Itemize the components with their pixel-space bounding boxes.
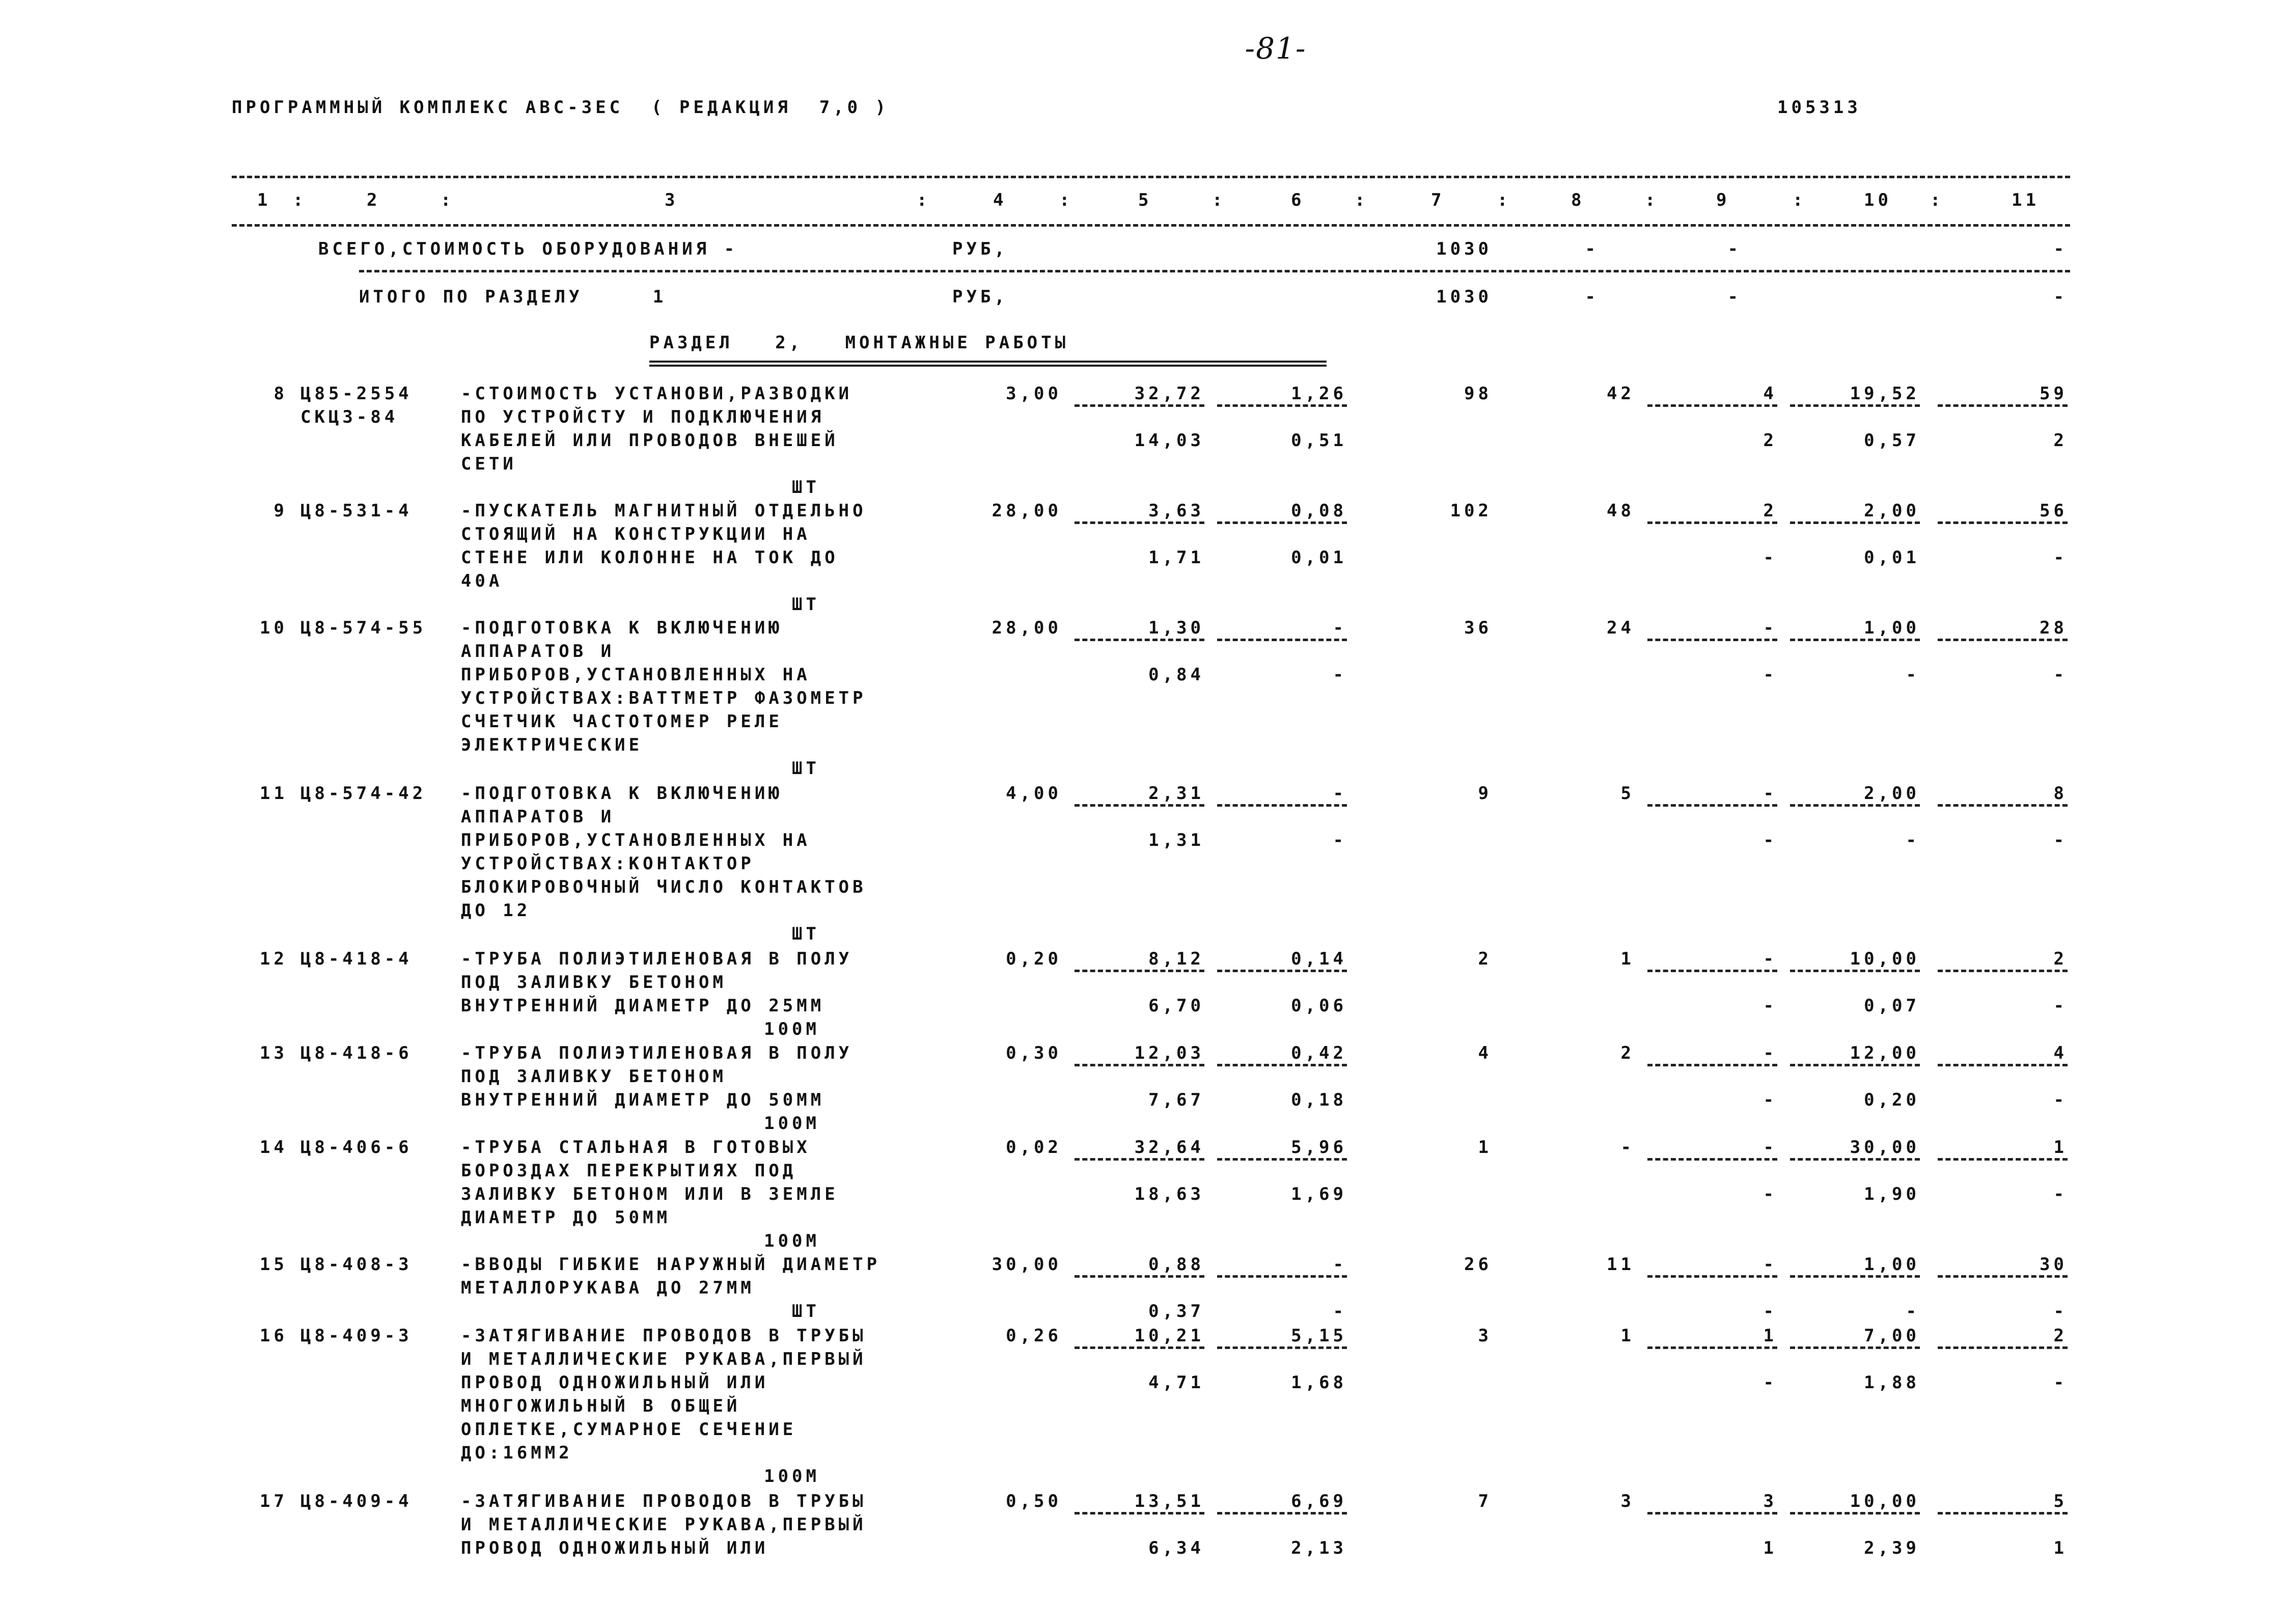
row-11-c8: 5 — [1620, 783, 1635, 804]
row-9-rule-c9 — [1647, 521, 1777, 524]
row-15-c5: 0,88 — [1148, 1254, 1204, 1275]
row-13-code: Ц8-418-6 — [300, 1043, 412, 1063]
row-11-desc-line: ПРИБОРОВ,УСТАНОВЛЕННЫХ НА — [461, 830, 811, 850]
row-14-unit: 100М — [764, 1231, 820, 1251]
row-8-rule-c9 — [1647, 404, 1777, 407]
row-14-rule-c9 — [1647, 1158, 1777, 1161]
row-11-c6-second: - — [1333, 830, 1347, 850]
row-14-c5-second: 18,63 — [1134, 1184, 1204, 1204]
row-17-rule-c10 — [1790, 1512, 1920, 1515]
row-13-c11-second: - — [2053, 1090, 2068, 1110]
row-14-desc-line: БОРОЗДАХ ПЕРЕКРЫТИЯХ ПОД — [461, 1161, 797, 1181]
row-9-c10: 2,00 — [1864, 501, 1920, 521]
header-rule-top — [232, 176, 2070, 178]
row-17-code: Ц8-409-4 — [300, 1491, 412, 1511]
column-header-9: : — [1212, 190, 1226, 210]
row-8-code-extra: СКЦЗ-84 — [300, 407, 399, 427]
row-16-rule-c11 — [1938, 1346, 2068, 1349]
row-15-code: Ц8-408-3 — [300, 1254, 412, 1275]
row-13-rule-c10 — [1790, 1064, 1920, 1066]
row-13-c6: 0,42 — [1291, 1043, 1347, 1063]
equipment-total-unit: РУБ, — [952, 239, 1008, 259]
row-9-rule-c5 — [1075, 521, 1204, 524]
row-15-rule-c9 — [1647, 1275, 1777, 1278]
row-8-c11: 59 — [2040, 383, 2068, 404]
section-total-c7: 1030 — [1436, 287, 1492, 307]
column-header-1: : — [293, 190, 307, 210]
row-12-c10-second: 0,07 — [1864, 996, 1920, 1016]
row-13-c8: 2 — [1620, 1043, 1635, 1063]
row-11-desc-line: БЛОКИРОВОЧНЫЙ ЧИСЛО КОНТАКТОВ — [461, 877, 867, 897]
row-8-c10: 19,52 — [1850, 383, 1920, 404]
equipment-total-c9: - — [1727, 239, 1742, 259]
row-15-rule-c6 — [1217, 1275, 1347, 1278]
row-14-desc-line: -ТРУБА СТАЛЬНАЯ В ГОТОВЫХ — [461, 1137, 811, 1158]
row-8-c6-second: 0,51 — [1291, 430, 1347, 451]
row-8-c9-second: 2 — [1763, 430, 1777, 451]
row-10-c9-second: - — [1763, 665, 1777, 685]
row-16-rule-c5 — [1075, 1346, 1204, 1349]
row-8-desc-line: СЕТИ — [461, 454, 517, 474]
equipment-total-c11: - — [2053, 239, 2068, 259]
row-8-c5-second: 14,03 — [1134, 430, 1204, 451]
row-11-desc-line: АППАРАТОВ И — [461, 807, 615, 827]
row-17-rule-c5 — [1075, 1512, 1204, 1515]
row-12-rule-c6 — [1217, 970, 1347, 972]
row-17-c5-second: 6,34 — [1148, 1538, 1204, 1558]
row-13-rule-c9 — [1647, 1064, 1777, 1066]
row-14-rule-c11 — [1938, 1158, 2068, 1161]
row-11-desc-line: УСТРОЙСТВАХ:КОНТАКТОР — [461, 854, 755, 874]
row-16-qty: 0,26 — [1006, 1326, 1062, 1346]
row-12-rule-c9 — [1647, 970, 1777, 972]
row-16-c6: 5,15 — [1291, 1326, 1347, 1346]
row-12-c5: 8,12 — [1148, 949, 1204, 969]
row-8-c10-second: 0,57 — [1864, 430, 1920, 451]
row-14-c11-second: - — [2053, 1184, 2068, 1204]
row-9-c5-second: 1,71 — [1148, 547, 1204, 568]
row-15-c6: - — [1333, 1254, 1347, 1275]
row-17-c11-second: 1 — [2053, 1538, 2068, 1558]
row-9-rule-c6 — [1217, 521, 1347, 524]
row-10-desc-line: ПРИБОРОВ,УСТАНОВЛЕННЫХ НА — [461, 665, 811, 685]
row-14-qty: 0,02 — [1006, 1137, 1062, 1158]
row-12-code: Ц8-418-4 — [300, 949, 412, 969]
row-17-c9-second: 1 — [1763, 1538, 1777, 1558]
row-16-rule-c10 — [1790, 1346, 1920, 1349]
row-10-unit: ШТ — [792, 758, 820, 779]
row-11-qty: 4,00 — [1006, 783, 1062, 804]
row-9-c11-second: - — [2053, 547, 2068, 568]
row-14-rule-c5 — [1075, 1158, 1204, 1161]
row-16-desc-line: ДО:16ММ2 — [461, 1443, 573, 1463]
equipment-total-label: ВСЕГО,СТОИМОСТЬ ОБОРУДОВАНИЯ - — [318, 239, 738, 259]
column-header-17: : — [1793, 190, 1807, 210]
row-14-rule-c6 — [1217, 1158, 1347, 1161]
row-15-unit: ШТ — [792, 1301, 820, 1322]
row-8-unit: ШТ — [792, 477, 820, 498]
row-16-desc-line: -ЗАТЯГИВАНИЕ ПРОВОДОВ В ТРУБЫ — [461, 1326, 867, 1346]
row-10-c11-second: - — [2053, 665, 2068, 685]
row-14-c10-second: 1,90 — [1864, 1184, 1920, 1204]
row-14-c11: 1 — [2053, 1137, 2068, 1158]
row-16-number: 16 — [260, 1326, 288, 1346]
document-code: 105313 — [1777, 97, 1861, 118]
row-8-rule-c10 — [1790, 404, 1920, 407]
row-12-desc-line: ПОД ЗАЛИВКУ БЕТОНОМ — [461, 972, 727, 993]
column-header-5: : — [917, 190, 931, 210]
row-17-c8: 3 — [1620, 1491, 1635, 1511]
row-11-c7: 9 — [1478, 783, 1492, 804]
row-9-c10-second: 0,01 — [1864, 547, 1920, 568]
row-16-c11-second: - — [2053, 1372, 2068, 1393]
row-17-desc-line: И МЕТАЛЛИЧЕСКИЕ РУКАВА,ПЕРВЫЙ — [461, 1515, 867, 1535]
row-14-desc-line: ДИАМЕТР ДО 50ММ — [461, 1207, 671, 1228]
row-12-unit: 100М — [764, 1019, 820, 1039]
row-8-number: 8 — [273, 383, 288, 404]
row-9-qty: 28,00 — [992, 501, 1062, 521]
row-13-c5: 12,03 — [1134, 1043, 1204, 1063]
row-10-desc-line: СЧЕТЧИК ЧАСТОТОМЕР РЕЛЕ — [461, 711, 783, 732]
row-13-rule-c5 — [1075, 1064, 1204, 1066]
row-12-desc-line: -ТРУБА ПОЛИЭТИЛЕНОВАЯ В ПОЛУ — [461, 949, 853, 969]
row-10-c6: - — [1333, 618, 1347, 638]
row-10-rule-c6 — [1217, 639, 1347, 641]
row-17-number: 17 — [260, 1491, 288, 1511]
header-rule-bottom — [232, 224, 2070, 227]
row-15-c11-second: - — [2053, 1301, 2068, 1322]
row-15-c5-second: 0,37 — [1148, 1301, 1204, 1322]
row-10-c5: 1,30 — [1148, 618, 1204, 638]
column-header-14: 8 — [1571, 190, 1585, 210]
row-16-c6-second: 1,68 — [1291, 1372, 1347, 1393]
row-13-qty: 0,30 — [1006, 1043, 1062, 1063]
row-12-c9: - — [1763, 949, 1777, 969]
row-17-c6: 6,69 — [1291, 1491, 1347, 1511]
row-12-c5-second: 6,70 — [1148, 996, 1204, 1016]
row-15-c9: - — [1763, 1254, 1777, 1275]
row-10-c11: 28 — [2040, 618, 2068, 638]
row-14-c8: - — [1620, 1137, 1635, 1158]
row-17-c10: 10,00 — [1850, 1491, 1920, 1511]
row-10-c5-second: 0,84 — [1148, 665, 1204, 685]
row-14-c10: 30,00 — [1850, 1137, 1920, 1158]
row-17-c9: 3 — [1763, 1491, 1777, 1511]
row-8-desc-line: ПО УСТРОЙСТУ И ПОДКЛЮЧЕНИЯ — [461, 407, 825, 427]
row-15-c6-second: - — [1333, 1301, 1347, 1322]
row-15-rule-c10 — [1790, 1275, 1920, 1278]
row-9-desc-line: СТЕНЕ ИЛИ КОЛОННЕ НА ТОК ДО — [461, 547, 839, 568]
column-header-20: 11 — [2012, 190, 2040, 210]
row-11-number: 11 — [260, 783, 288, 804]
row-11-c6: - — [1333, 783, 1347, 804]
row-12-qty: 0,20 — [1006, 949, 1062, 969]
row-17-rule-c6 — [1217, 1512, 1347, 1515]
row-8-rule-c11 — [1938, 404, 2068, 407]
row-9-c7: 102 — [1450, 501, 1492, 521]
row-9-code: Ц8-531-4 — [300, 501, 412, 521]
row-15-c7: 26 — [1464, 1254, 1492, 1275]
row-10-desc-line: -ПОДГОТОВКА К ВКЛЮЧЕНИЮ — [461, 618, 783, 638]
row-16-rule-c9 — [1647, 1346, 1777, 1349]
row-10-c10-second: - — [1906, 665, 1920, 685]
row-8-code: Ц85-2554 — [300, 383, 412, 404]
section-total-unit: РУБ, — [952, 287, 1008, 307]
row-13-c7: 4 — [1478, 1043, 1492, 1063]
row-10-c9: - — [1763, 618, 1777, 638]
row-10-rule-c9 — [1647, 639, 1777, 641]
row-17-c10-second: 2,39 — [1864, 1538, 1920, 1558]
row-8-rule-c6 — [1217, 404, 1347, 407]
row-10-rule-c11 — [1938, 639, 2068, 641]
column-header-7: : — [1059, 190, 1073, 210]
row-15-c8: 11 — [1607, 1254, 1635, 1275]
row-14-c6: 5,96 — [1291, 1137, 1347, 1158]
section-total-c11: - — [2053, 287, 2068, 307]
row-17-c6-second: 2,13 — [1291, 1538, 1347, 1558]
row-17-rule-c9 — [1647, 1512, 1777, 1515]
row-14-rule-c10 — [1790, 1158, 1920, 1161]
row-15-c9-second: - — [1763, 1301, 1777, 1322]
row-9-c5: 3,63 — [1148, 501, 1204, 521]
row-9-c9-second: - — [1763, 547, 1777, 568]
row-8-c8: 42 — [1607, 383, 1635, 404]
row-11-c10-second: - — [1906, 830, 1920, 850]
column-header-11: : — [1355, 190, 1369, 210]
row-12-c6-second: 0,06 — [1291, 996, 1347, 1016]
row-11-code: Ц8-574-42 — [300, 783, 427, 804]
row-16-c5: 10,21 — [1134, 1326, 1204, 1346]
row-9-desc-line: СТОЯЩИЙ НА КОНСТРУКЦИИ НА — [461, 524, 811, 544]
row-11-c5: 2,31 — [1148, 783, 1204, 804]
row-14-desc-line: ЗАЛИВКУ БЕТОНОМ ИЛИ В ЗЕМЛЕ — [461, 1184, 839, 1204]
row-17-c11: 5 — [2053, 1491, 2068, 1511]
row-15-qty: 30,00 — [992, 1254, 1062, 1275]
row-11-unit: ШТ — [792, 924, 820, 944]
row-12-desc-line: ВНУТРЕННИЙ ДИАМЕТР ДО 25ММ — [461, 996, 825, 1016]
row-14-c5: 32,64 — [1134, 1137, 1204, 1158]
row-9-number: 9 — [273, 501, 288, 521]
row-10-c10: 1,00 — [1864, 618, 1920, 638]
row-9-rule-c11 — [1938, 521, 2068, 524]
row-17-rule-c11 — [1938, 1512, 2068, 1515]
row-12-c7: 2 — [1478, 949, 1492, 969]
row-12-c8: 1 — [1620, 949, 1635, 969]
column-header-16: 9 — [1716, 190, 1730, 210]
row-16-c11: 2 — [2053, 1326, 2068, 1346]
row-10-c6-second: - — [1333, 665, 1347, 685]
row-15-number: 15 — [260, 1254, 288, 1275]
row-11-c9-second: - — [1763, 830, 1777, 850]
row-8-c5: 32,72 — [1134, 383, 1204, 404]
row-16-desc-line: МНОГОЖИЛЬНЫЙ В ОБЩЕЙ — [461, 1396, 741, 1416]
equipment-total-rule — [359, 270, 2070, 272]
row-13-rule-c6 — [1217, 1064, 1347, 1066]
column-header-4: 3 — [665, 190, 679, 210]
row-13-c9-second: - — [1763, 1090, 1777, 1110]
row-14-c9-second: - — [1763, 1184, 1777, 1204]
row-9-c9: 2 — [1763, 501, 1777, 521]
row-13-c5-second: 7,67 — [1148, 1090, 1204, 1110]
row-8-rule-c5 — [1075, 404, 1204, 407]
row-16-unit: 100М — [764, 1466, 820, 1487]
row-16-rule-c6 — [1217, 1346, 1347, 1349]
row-13-c6-second: 0,18 — [1291, 1090, 1347, 1110]
row-9-c6: 0,08 — [1291, 501, 1347, 521]
row-14-c7: 1 — [1478, 1137, 1492, 1158]
row-8-c7: 98 — [1464, 383, 1492, 404]
row-13-unit: 100М — [764, 1113, 820, 1134]
row-10-rule-c5 — [1075, 639, 1204, 641]
row-9-c11: 56 — [2040, 501, 2068, 521]
column-header-18: 10 — [1864, 190, 1892, 210]
row-10-desc-line: УСТРОЙСТВАХ:ВАТТМЕТР ФАЗОМЕТР — [461, 688, 867, 708]
row-8-c6: 1,26 — [1291, 383, 1347, 404]
row-11-c9: - — [1763, 783, 1777, 804]
row-11-rule-c5 — [1075, 804, 1204, 807]
row-12-c10: 10,00 — [1850, 949, 1920, 969]
equipment-total-c8: - — [1585, 239, 1599, 259]
row-10-c8: 24 — [1607, 618, 1635, 638]
row-16-desc-line: ПРОВОД ОДНОЖИЛЬНЫЙ ИЛИ — [461, 1372, 769, 1393]
row-9-c6-second: 0,01 — [1291, 547, 1347, 568]
row-8-c11-second: 2 — [2053, 430, 2068, 451]
row-12-rule-c11 — [1938, 970, 2068, 972]
row-13-desc-line: -ТРУБА ПОЛИЭТИЛЕНОВАЯ В ПОЛУ — [461, 1043, 853, 1063]
column-header-8: 5 — [1138, 190, 1152, 210]
row-16-c8: 1 — [1620, 1326, 1635, 1346]
row-17-desc-line: -ЗАТЯГИВАНИЕ ПРОВОДОВ В ТРУБЫ — [461, 1491, 867, 1511]
row-16-c10-second: 1,88 — [1864, 1372, 1920, 1393]
row-17-qty: 0,50 — [1006, 1491, 1062, 1511]
row-10-qty: 28,00 — [992, 618, 1062, 638]
row-13-desc-line: ПОД ЗАЛИВКУ БЕТОНОМ — [461, 1066, 727, 1087]
row-13-c11: 4 — [2053, 1043, 2068, 1063]
row-11-c11: 8 — [2053, 783, 2068, 804]
row-9-unit: ШТ — [792, 594, 820, 615]
row-16-desc-line: ОПЛЕТКЕ,СУМАРНОЕ СЕЧЕНИЕ — [461, 1419, 797, 1440]
equipment-total-c7: 1030 — [1436, 239, 1492, 259]
row-11-rule-c6 — [1217, 804, 1347, 807]
row-14-c6-second: 1,69 — [1291, 1184, 1347, 1204]
row-9-rule-c10 — [1790, 521, 1920, 524]
column-header-13: : — [1497, 190, 1511, 210]
row-11-rule-c10 — [1790, 804, 1920, 807]
row-11-desc-line: ДО 12 — [461, 900, 531, 921]
column-header-15: : — [1645, 190, 1659, 210]
row-14-c9: - — [1763, 1137, 1777, 1158]
row-9-c8: 48 — [1607, 501, 1635, 521]
row-12-c9-second: - — [1763, 996, 1777, 1016]
row-16-c9-second: - — [1763, 1372, 1777, 1393]
row-11-rule-c11 — [1938, 804, 2068, 807]
section-title-underline — [649, 361, 1327, 367]
row-12-number: 12 — [260, 949, 288, 969]
row-15-c10: 1,00 — [1864, 1254, 1920, 1275]
page-number: -81- — [1245, 31, 1307, 66]
row-15-desc-line: -ВВОДЫ ГИБКИЕ НАРУЖНЫЙ ДИАМЕТР — [461, 1254, 881, 1275]
column-header-19: : — [1930, 190, 1944, 210]
row-16-c5-second: 4,71 — [1148, 1372, 1204, 1393]
section-total-c9: - — [1727, 287, 1742, 307]
column-header-2: 2 — [367, 190, 381, 210]
column-header-10: 6 — [1291, 190, 1305, 210]
column-header-0: 1 — [257, 190, 271, 210]
row-11-c11-second: - — [2053, 830, 2068, 850]
row-8-qty: 3,00 — [1006, 383, 1062, 404]
row-13-number: 13 — [260, 1043, 288, 1063]
row-12-rule-c10 — [1790, 970, 1920, 972]
row-11-c5-second: 1,31 — [1148, 830, 1204, 850]
row-12-c6: 0,14 — [1291, 949, 1347, 969]
row-13-c10-second: 0,20 — [1864, 1090, 1920, 1110]
section-title: РАЗДЕЛ 2, МОНТАЖНЫЕ РАБОТЫ — [649, 333, 1069, 353]
column-header-3: : — [441, 190, 455, 210]
row-14-code: Ц8-406-6 — [300, 1137, 412, 1158]
row-17-desc-line: ПРОВОД ОДНОЖИЛЬНЫЙ ИЛИ — [461, 1538, 769, 1558]
row-15-c10-second: - — [1906, 1301, 1920, 1322]
row-8-desc-line: КАБЕЛЕЙ ИЛИ ПРОВОДОВ ВНЕШЕЙ — [461, 430, 839, 451]
row-13-c10: 12,00 — [1850, 1043, 1920, 1063]
row-12-rule-c5 — [1075, 970, 1204, 972]
row-9-desc-line: -ПУСКАТЕЛЬ МАГНИТНЫЙ ОТДЕЛЬНО — [461, 501, 867, 521]
row-15-rule-c11 — [1938, 1275, 2068, 1278]
program-header: ПРОГРАММНЫЙ КОМПЛЕКС АВС-3ЕС ( РЕДАКЦИЯ 7,0 ) — [232, 97, 890, 118]
row-8-c9: 4 — [1763, 383, 1777, 404]
row-12-c11-second: - — [2053, 996, 2068, 1016]
row-11-rule-c9 — [1647, 804, 1777, 807]
row-10-number: 10 — [260, 618, 288, 638]
row-17-c7: 7 — [1478, 1491, 1492, 1511]
row-16-c10: 7,00 — [1864, 1326, 1920, 1346]
row-16-c7: 3 — [1478, 1326, 1492, 1346]
row-15-c11: 30 — [2040, 1254, 2068, 1275]
column-header-6: 4 — [993, 190, 1007, 210]
row-12-c11: 2 — [2053, 949, 2068, 969]
row-13-c9: - — [1763, 1043, 1777, 1063]
row-15-rule-c5 — [1075, 1275, 1204, 1278]
row-10-c7: 36 — [1464, 618, 1492, 638]
section-total-c8: - — [1585, 287, 1599, 307]
section-total-label: ИТОГО ПО РАЗДЕЛУ 1 — [359, 287, 667, 307]
row-17-c5: 13,51 — [1134, 1491, 1204, 1511]
row-10-code: Ц8-574-55 — [300, 618, 427, 638]
row-9-desc-line: 40А — [461, 571, 503, 591]
row-13-desc-line: ВНУТРЕННИЙ ДИАМЕТР ДО 50ММ — [461, 1090, 825, 1110]
row-14-number: 14 — [260, 1137, 288, 1158]
row-13-rule-c11 — [1938, 1064, 2068, 1066]
row-16-desc-line: И МЕТАЛЛИЧЕСКИЕ РУКАВА,ПЕРВЫЙ — [461, 1349, 867, 1369]
row-10-desc-line: АППАРАТОВ И — [461, 641, 615, 662]
row-8-desc-line: -СТОИМОСТЬ УСТАНОВИ,РАЗВОДКИ — [461, 383, 853, 404]
row-10-rule-c10 — [1790, 639, 1920, 641]
row-16-c9: 1 — [1763, 1326, 1777, 1346]
row-16-code: Ц8-409-3 — [300, 1326, 412, 1346]
row-15-desc-line: МЕТАЛЛОРУКАВА ДО 27ММ — [461, 1278, 755, 1298]
row-11-desc-line: -ПОДГОТОВКА К ВКЛЮЧЕНИЮ — [461, 783, 783, 804]
column-header-12: 7 — [1431, 190, 1445, 210]
row-10-desc-line: ЭЛЕКТРИЧЕСКИЕ — [461, 735, 643, 755]
row-11-c10: 2,00 — [1864, 783, 1920, 804]
